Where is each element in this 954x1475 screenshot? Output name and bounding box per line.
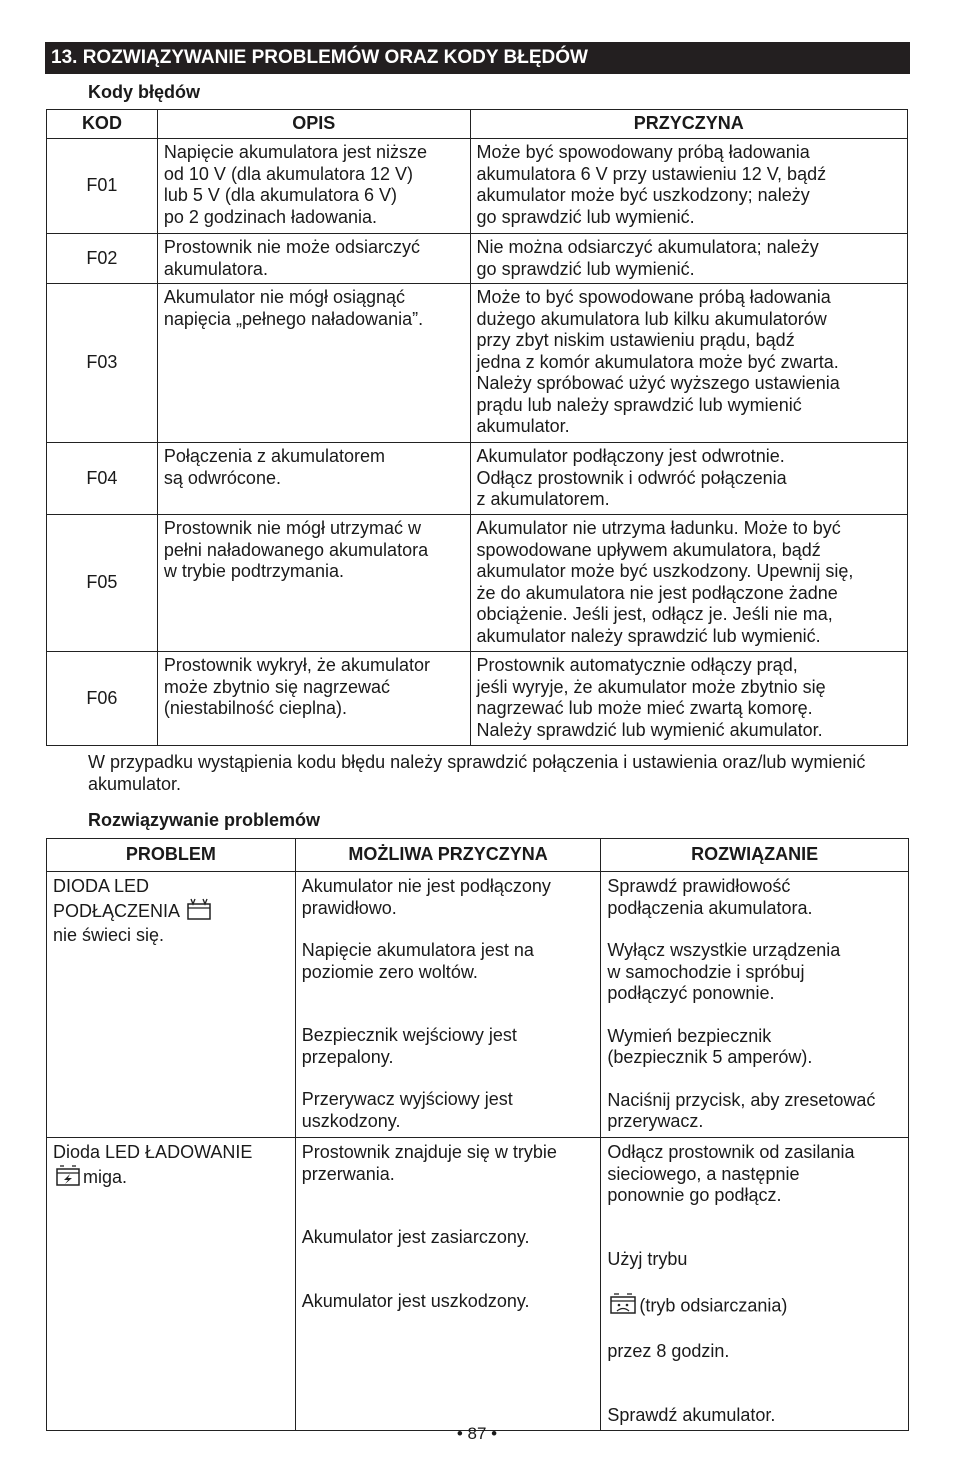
table-header-row	[47, 839, 909, 872]
solution: Wyłącz wszystkie urządzenia w samochodzie i spróbuj podłączyć ponownie.	[607, 940, 841, 1003]
error-cause: Nie można odsiarczyć akumulatora; należy go sprawdzić lub wymienić.	[470, 234, 907, 284]
table-row	[47, 872, 909, 1138]
table-header-row	[47, 110, 908, 139]
problem-text: miga.	[83, 1166, 128, 1187]
problem-text-line	[53, 1164, 289, 1192]
possible-cause: Akumulator jest uszkodzony.	[301, 1290, 530, 1311]
table-row	[47, 234, 908, 284]
solution	[607, 1228, 902, 1385]
error-code-note: W przypadku wystąpienia kodu błędu należy sprawdzić połączenia i ustawienia oraz/lub wymienić akumulator.	[88, 752, 866, 794]
problem-cell	[47, 872, 296, 1138]
cause-cell	[295, 1138, 601, 1431]
possible-cause: Bezpiecznik wejściowy jest przepalony.	[301, 1025, 517, 1067]
problem-text-line: DIODA LED	[53, 876, 150, 896]
battery-connection-icon	[186, 898, 212, 926]
error-code: F03	[47, 284, 158, 443]
solution-cell	[601, 872, 909, 1138]
solution: Sprawdź akumulator.	[607, 1405, 776, 1425]
error-cause: Może to być spowodowane próbą ładowania dużego akumulatora lub kilku akumulatorów przy zbyt niskim ustawieniu prądu, bądź jedna z komór akumulatora może być zwarta. Należy spróbować użyć wyższego ustawienia prądu lub należy sprawdzić lub wymienić akumulator.	[470, 284, 907, 443]
table-row	[47, 139, 908, 234]
error-codes-heading: Kody błędów	[88, 82, 200, 102]
solution-text: (tryb odsiarczania)	[639, 1295, 788, 1315]
solution: Sprawdź prawidłowość podłączenia akumulatora.	[607, 876, 813, 918]
solution: Odłącz prostownik od zasilania sieciowego, a następnie ponownie go podłącz.	[607, 1142, 855, 1205]
page-number: • 87 •	[456, 1424, 498, 1443]
error-cause: Akumulator podłączony jest odwrotnie. Odłącz prostownik i odwróć połączenia z akumulatorem.	[470, 443, 907, 515]
error-description: Prostownik nie może odsiarczyć akumulatora.	[157, 234, 470, 284]
table-row	[47, 284, 908, 443]
column-header-problem: PROBLEM	[47, 839, 296, 872]
error-code: F06	[47, 652, 158, 746]
error-description: Napięcie akumulatora jest niższe od 10 V (dla akumulatora 12 V) lub 5 V (dla akumulatora 6 V) po 2 godzinach ładowania.	[157, 139, 470, 234]
problem-text-line: Dioda LED ŁADOWANIE	[53, 1142, 253, 1162]
possible-cause: Prostownik znajduje się w trybie przerwania.	[301, 1142, 557, 1184]
column-header-cause: PRZYCZYNA	[470, 110, 907, 139]
solution-line: przez 8 godzin.	[607, 1341, 730, 1361]
solution: Wymień bezpiecznik (bezpiecznik 5 amperów).	[607, 1025, 813, 1067]
problem-cell	[47, 1138, 296, 1431]
error-description: Prostownik wykrył, że akumulator może zbytnio się nagrzewać (niestabilność cieplna).	[157, 652, 470, 746]
possible-cause: Przerywacz wyjściowy jest uszkodzony.	[301, 1089, 513, 1131]
error-cause: Może być spowodowany próbą ładowania akumulatora 6 V przy ustawieniu 12 V, bądź akumulator może być uszkodzony; należy go sprawdzić lub wymienić.	[470, 139, 907, 234]
solution-line	[607, 1249, 902, 1320]
possible-cause: Akumulator nie jest podłączony prawidłowo.	[301, 876, 551, 918]
column-header-code: KOD	[47, 110, 158, 139]
error-code: F01	[47, 139, 158, 234]
error-cause: Prostownik automatycznie odłączy prąd, jeśli wyryje, że akumulator może zbytnio się nagrzewać lub może mieć zwartą komorę. Należy sprawdzić lub wymienić akumulator.	[470, 652, 907, 746]
error-code: F02	[47, 234, 158, 284]
error-description: Połączenia z akumulatorem są odwrócone.	[157, 443, 470, 515]
table-row	[47, 515, 908, 652]
possible-cause: Napięcie akumulatora jest na poziomie zero woltów.	[301, 940, 534, 982]
error-description: Prostownik nie mógł utrzymać w pełni naładowanego akumulatora w trybie podtrzymania.	[157, 515, 470, 652]
cause-cell	[295, 872, 601, 1138]
table-row	[47, 652, 908, 746]
possible-cause: Akumulator jest zasiarczony.	[301, 1227, 530, 1247]
error-codes-table	[46, 109, 908, 746]
desulfation-mode-icon	[609, 1271, 637, 1320]
problem-text-line	[53, 898, 289, 926]
column-header-description: OPIS	[157, 110, 470, 139]
troubleshooting-heading: Rozwiązywanie problemów	[88, 810, 321, 830]
problem-text: PODŁĄCZENIA	[53, 900, 180, 921]
error-cause: Akumulator nie utrzyma ładunku. Może to być spowodowane upływem akumulatora, bądź akumulator może być uszkodzony. Upewnij się, że do akumulatora nie jest podłączone żadne obciążenie. Jeśli jest, odłącz je. Jeśli nie ma, akumulator należy sprawdzić lub wymienić.	[470, 515, 907, 652]
table-row	[47, 443, 908, 515]
problem-text-line: nie świeci się.	[53, 925, 165, 945]
error-code: F04	[47, 443, 158, 515]
solution: Naciśnij przycisk, aby zresetować przerywacz.	[607, 1089, 876, 1131]
error-description: Akumulator nie mógł osiągnąć napięcia „pełnego naładowania”.	[157, 284, 470, 443]
battery-charging-icon	[55, 1164, 81, 1192]
table-row	[47, 1138, 909, 1431]
column-header-solution: ROZWIĄZANIE	[601, 839, 909, 872]
column-header-possible-cause: MOŻLIWA PRZYCZYNA	[295, 839, 601, 872]
troubleshooting-table	[46, 838, 909, 1431]
section-title: 13. ROZWIĄZYWANIE PROBLEMÓW ORAZ KODY BŁĘDÓW	[45, 42, 910, 74]
solution-text: Użyj trybu	[607, 1249, 688, 1269]
error-code: F05	[47, 515, 158, 652]
solution-cell	[601, 1138, 909, 1431]
